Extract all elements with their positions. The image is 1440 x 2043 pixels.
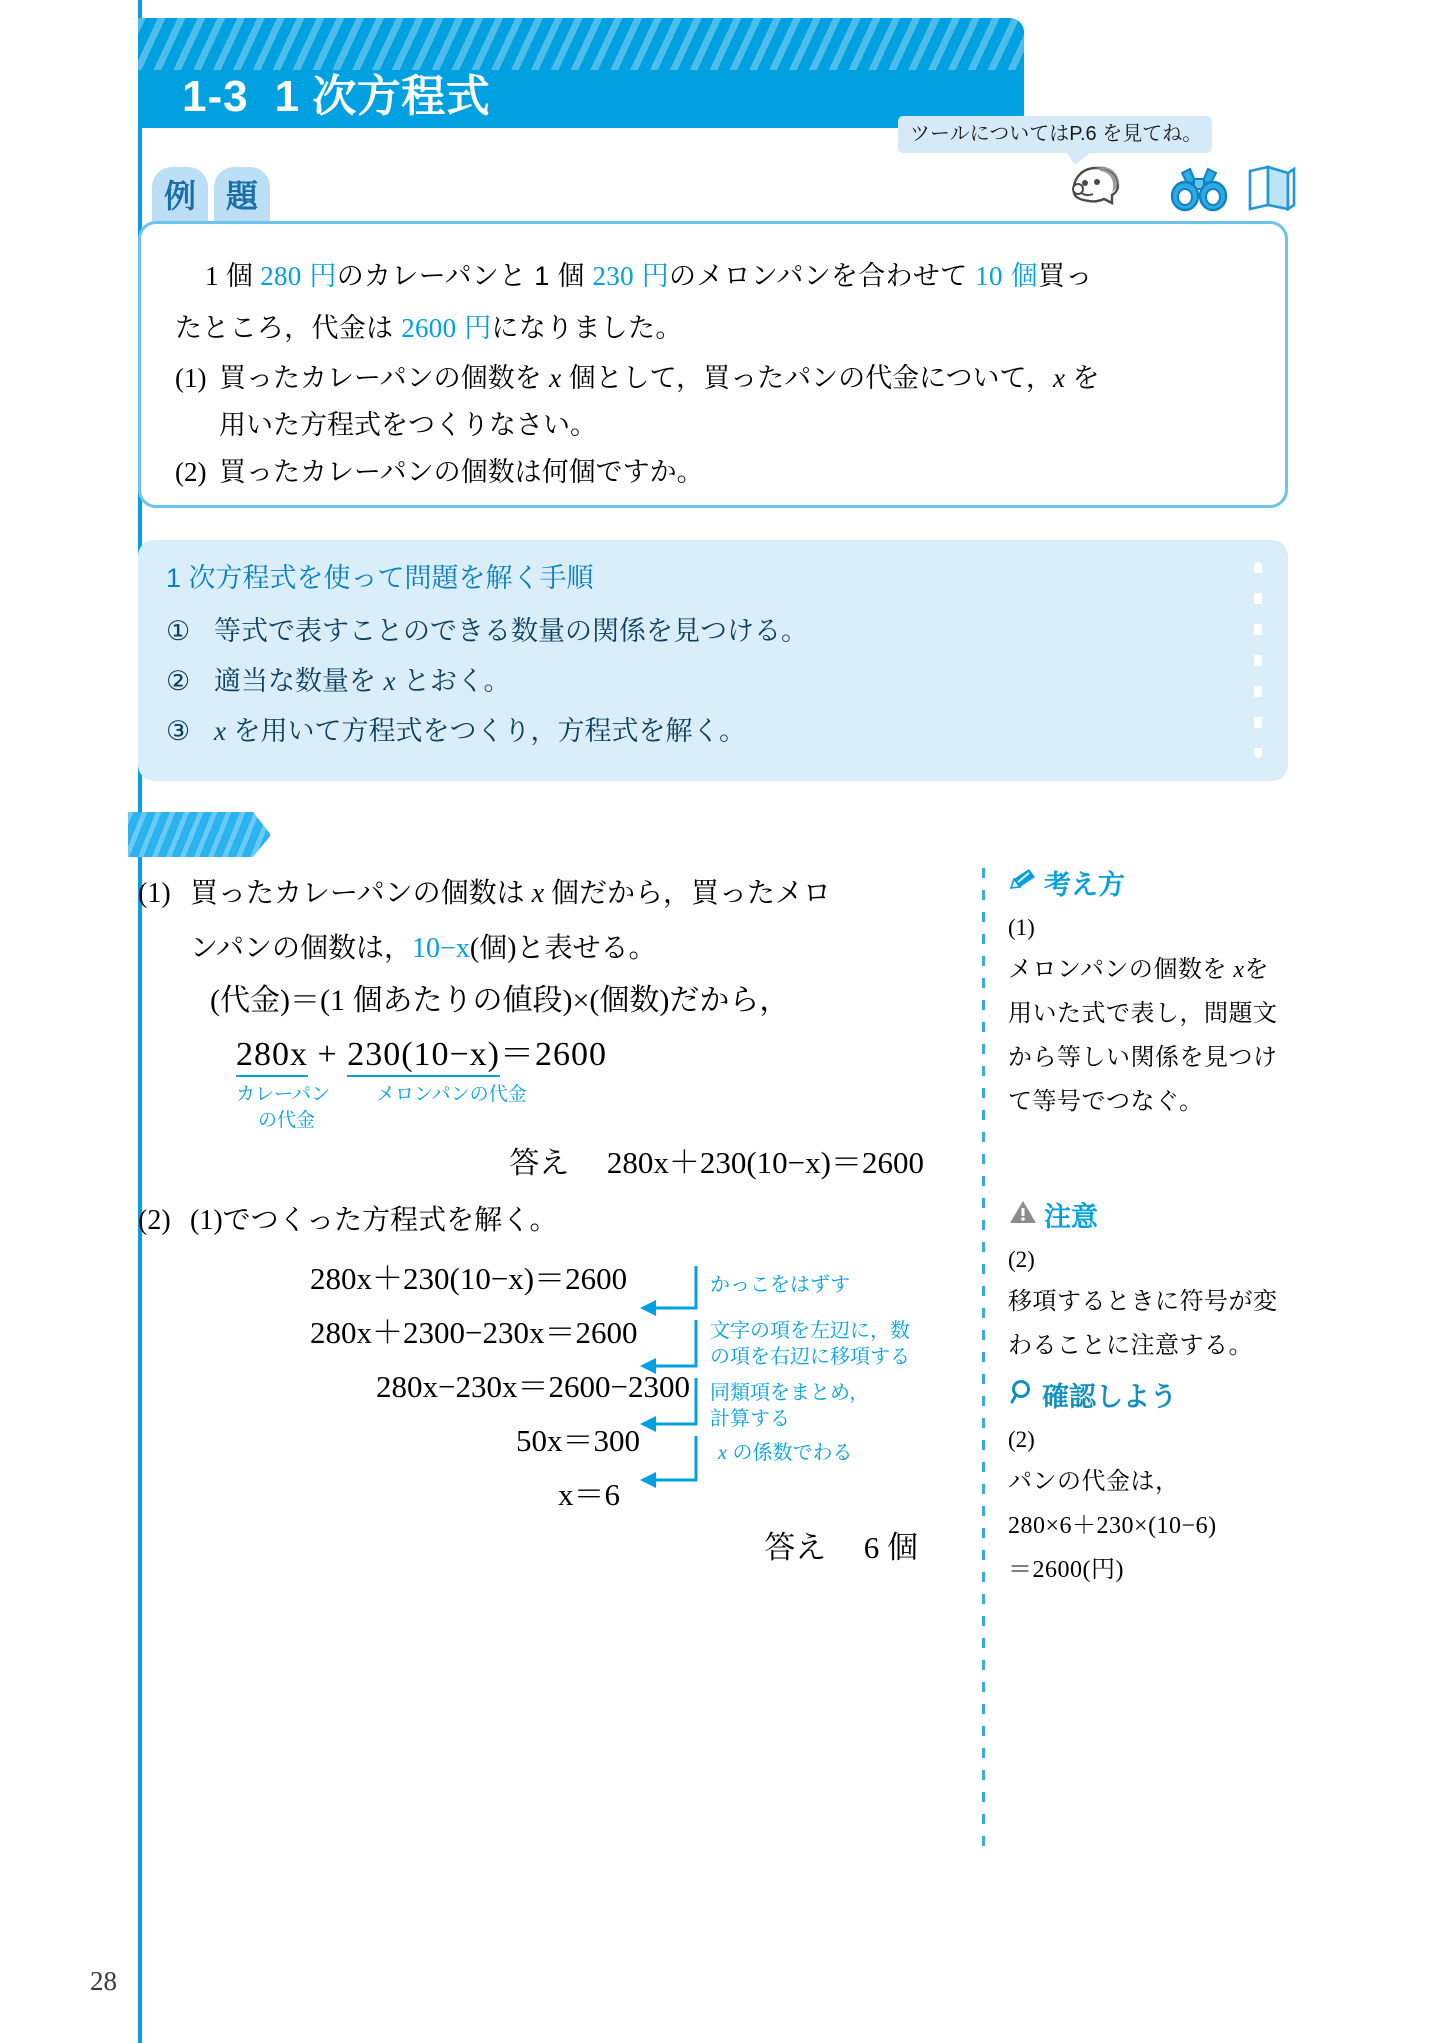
kakunin-line-3: ＝2600(円) — [1008, 1557, 1124, 1583]
term-melon: 230(10−x) — [347, 1036, 500, 1077]
solve-step-5: x＝6 — [558, 1477, 620, 1512]
eq-plus: + — [308, 1036, 348, 1073]
total-count: 10 — [975, 261, 1003, 291]
solution-q2-number: (2) — [138, 1205, 171, 1236]
solution-q1-answer — [138, 1138, 968, 1189]
kakunin-heading — [1008, 1378, 1288, 1416]
procedure-step-1-number: ① — [166, 616, 191, 646]
kakunin-line-1: パンの代金は， — [1008, 1469, 1180, 1495]
answer-value-1: 280x＋230(10−x)＝2600 — [606, 1145, 924, 1180]
q1-text-b: 個として，買ったパンの代金について， — [561, 363, 1054, 393]
solution-ribbon — [128, 812, 270, 857]
problem-statement — [175, 250, 1260, 354]
tool-note-text: ツールについてはP.6 を見てね。 — [910, 123, 1203, 145]
kakunin-title: 確認しよう — [1042, 1382, 1177, 1412]
open-book-icon — [1244, 163, 1298, 220]
solution-ribbon-label: 解 答 — [14, 10, 93, 41]
procedure-step-2-number: ② — [166, 666, 191, 696]
solution-q1-text: 買ったカレーパンの個数は x 個だから，買ったメロ — [190, 878, 832, 909]
example-tab-char-1: 例 — [152, 167, 208, 221]
thinking-face-icon — [1066, 163, 1122, 220]
example-tab-char-2: 題 — [214, 167, 270, 221]
solution-q2-heading: (1)でつくった方程式を解く。 — [190, 1205, 558, 1236]
problem-item-2-body — [219, 449, 1265, 496]
unit-2: 円 — [633, 261, 670, 291]
problem-item-2 — [175, 449, 1265, 496]
solution-q1-line1 — [138, 866, 968, 921]
problem-item-1 — [175, 355, 1265, 449]
solution-q1-formula: (代金)＝(1 個あたりの値段)×(個数)だから， — [210, 984, 790, 1017]
solve-step-4: 50x＝300 — [516, 1423, 640, 1458]
procedure-step-2 — [166, 656, 1206, 706]
lead-t3: のメロンパンを合わせて — [669, 261, 976, 291]
solution-steps-block — [138, 1258, 968, 1512]
procedure-box — [138, 540, 1288, 781]
procedure-step-3 — [166, 706, 1206, 756]
q1-var-1: x — [549, 363, 562, 393]
kakunin-body — [1008, 1460, 1288, 1592]
solution-column — [138, 866, 968, 1567]
magnifier-icon — [1008, 1378, 1036, 1416]
answer-label-2: 答え — [764, 1530, 827, 1565]
unit-4: 円 — [456, 313, 492, 343]
chui-body: 移項するときに符号が変わることに注意する。 — [1008, 1289, 1278, 1359]
step-note-3: 同類項をまとめ， 計算する — [710, 1382, 870, 1430]
term-curry: 280x — [236, 1036, 308, 1077]
answer-value-2: 6 個 — [863, 1530, 918, 1565]
solution-q1-number: (1) — [138, 878, 171, 909]
procedure-step-1 — [166, 606, 1206, 656]
lead-t6: になりました。 — [491, 313, 683, 343]
eq-tail: ＝2600 — [500, 1036, 608, 1073]
section-number: 1-3 — [182, 72, 249, 121]
section-title: 1 次方程式 — [274, 72, 491, 121]
lead-t5: たところ，代金は — [175, 313, 402, 343]
pencil-icon — [1008, 866, 1038, 904]
chui-title: 注意 — [1044, 1202, 1098, 1232]
tool-icons-row — [1060, 163, 1280, 221]
page-title — [182, 68, 490, 126]
example-problem-box — [138, 221, 1288, 508]
main-equation-line — [236, 1032, 968, 1078]
warning-triangle-icon — [1008, 1198, 1038, 1236]
price-curry: 280 — [260, 261, 302, 291]
step-note-1: かっこをはずす — [710, 1274, 850, 1296]
procedure-step-3-number: ③ — [166, 716, 191, 746]
procedure-title: 1 次方程式を使って問題を解く手順 — [166, 563, 594, 593]
tool-note-bubble — [898, 116, 1212, 153]
procedure-steps — [166, 606, 1206, 756]
solution-q1-line2-text: ンパンの個数は，10−x(個)と表せる。 — [190, 933, 657, 964]
total-price: 2600 — [401, 313, 457, 343]
sidebar-notes — [1008, 866, 1288, 1592]
caption-curry-line1: カレーパン — [236, 1084, 331, 1105]
solution-q1-main-equation — [236, 1032, 968, 1138]
unit-1: 円 — [301, 261, 337, 291]
kakunin-sub: (2) — [1008, 1427, 1035, 1452]
solution-q1-line2 — [190, 921, 968, 976]
unit-3: 個 — [1002, 261, 1038, 291]
kangaekata-title: 考え方 — [1044, 870, 1125, 900]
q1-text-c: を — [1065, 363, 1100, 393]
step-note-2: 文字の項を左辺に，数 の項を右辺に移項する — [710, 1320, 910, 1368]
caption-melon: メロンパンの代金 — [376, 1084, 527, 1105]
page-number: 28 — [90, 1966, 117, 1996]
step-note-4: x の係数でわる — [718, 1442, 853, 1464]
kangaekata-heading — [1008, 866, 1288, 904]
solution-q2-heading-row — [138, 1193, 968, 1248]
procedure-dotted-edge — [1254, 562, 1262, 758]
kakunin-line-2: 280×6＋230×(10−6) — [1008, 1513, 1217, 1539]
footer-spine-rule — [138, 1948, 142, 2043]
q1-line2: 用いた方程式をつくりなさい。 — [219, 410, 597, 440]
sidebar-gap-1 — [1008, 1124, 1288, 1198]
chui-heading — [1008, 1198, 1288, 1236]
chui-sub: (2) — [1008, 1247, 1035, 1272]
procedure-step-1-text: 等式で表すことのできる数量の関係を見つける。 — [214, 616, 808, 646]
lead-t4: 買っ — [1037, 261, 1093, 291]
answer-label-1: 答え — [509, 1147, 570, 1180]
problem-item-2-number: (2) — [175, 457, 207, 487]
column-divider — [982, 868, 985, 1853]
q1-text-a: 買ったカレーパンの個数を — [219, 363, 550, 393]
solve-step-3: 280x−230x＝2600−2300 — [376, 1369, 690, 1404]
price-melon: 230 — [592, 261, 634, 291]
binoculars-icon — [1168, 163, 1230, 220]
equation-captions — [236, 1082, 968, 1138]
solution-q2-answer — [138, 1522, 968, 1567]
q1-var-2: x — [1053, 363, 1066, 393]
problem-item-1-body — [219, 355, 1265, 449]
example-label-tabs — [152, 167, 270, 221]
header-stripe-pattern — [138, 18, 1024, 70]
q2-text-a: 買ったカレーパンの個数は何個ですか。 — [219, 457, 704, 487]
lead-t2: のカレーパンと 1 個 — [336, 261, 593, 291]
kangaekata-body: メロンパンの個数を xを用いた式で表し，問題文から等しい関係を見つけて等号でつなぐ。 — [1008, 957, 1278, 1115]
lead-t1: 1 個 — [205, 261, 261, 291]
procedure-step-2-text: 適当な数量を x とおく。 — [214, 666, 511, 696]
procedure-step-3-text: x を用いて方程式をつくり，方程式を解く。 — [214, 716, 746, 746]
solve-step-1: 280x＋230(10−x)＝2600 — [310, 1261, 628, 1296]
solve-step-2: 280x＋2300−230x＝2600 — [310, 1315, 638, 1350]
kangaekata-sub: (1) — [1008, 915, 1035, 940]
problem-subquestions — [175, 355, 1265, 496]
section-header-banner — [138, 18, 1024, 128]
sidebar-gap-2 — [1008, 1368, 1288, 1378]
caption-curry-line2: の代金 — [258, 1110, 316, 1131]
problem-item-1-number: (1) — [175, 363, 207, 393]
